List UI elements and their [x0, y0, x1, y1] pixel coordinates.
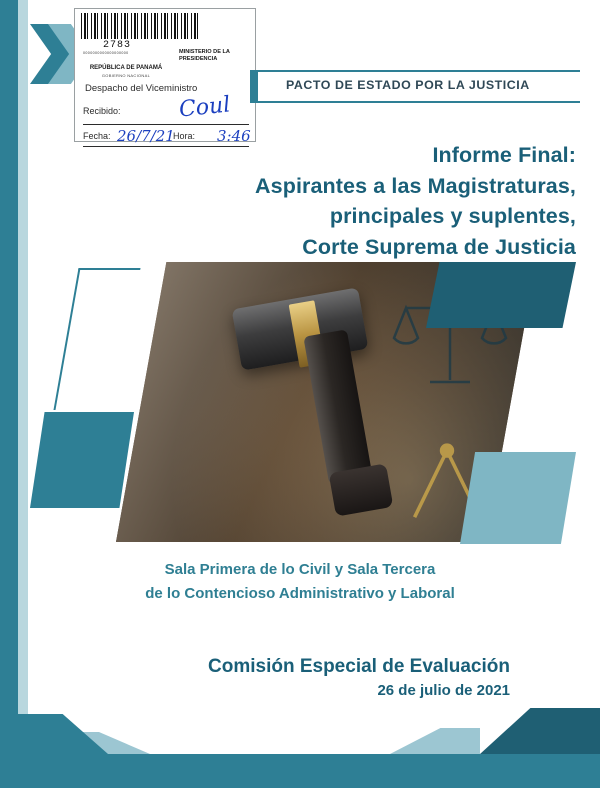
stamp-org-left-name: REPÚBLICA DE PANAMÁ [89, 65, 163, 71]
bottom-accent-light-right [390, 728, 480, 754]
header-banner-text: PACTO DE ESTADO POR LA JUSTICIA [286, 78, 530, 92]
bottom-teal-band [0, 754, 600, 788]
collage-accent-bottom-right [460, 452, 576, 544]
page-title-line-1: Informe Final: [432, 143, 576, 167]
stamp-recibido-label: Recibido: [83, 106, 121, 116]
stamp-recibido-value: Coul [177, 92, 232, 123]
barcode-number: 2783 [103, 40, 132, 51]
header-accent-square [250, 70, 258, 102]
stamp-org-right: MINISTERIO DE LA PRESIDENCIA [179, 49, 230, 63]
stamp-fecha-value: 26/7/21 [117, 127, 175, 145]
header-rule-top [250, 70, 580, 72]
stamp-rule-top [83, 124, 249, 125]
collage-accent-top-right [426, 262, 576, 328]
page-subtitle-line-2: de lo Contencioso Administrativo y Laboral [145, 585, 455, 602]
page-title-line-2: Aspirantes a las Magistraturas, [255, 173, 576, 198]
stamp-org-left [80, 65, 172, 78]
page-subtitle [40, 558, 560, 606]
page-title-line-3: principales y suplentes, [329, 204, 576, 229]
page-title [106, 140, 576, 262]
stamp-org-left-sub: GOBIERNO NACIONAL [101, 72, 151, 78]
header-rule-bottom [250, 101, 580, 103]
left-teal-band [0, 0, 18, 788]
stamp-department: Despacho del Viceministro [85, 83, 198, 94]
reception-stamp [74, 8, 256, 145]
stamp-hora-label: Hora: [173, 131, 196, 141]
stamp-fecha-label: Fecha: [83, 131, 111, 141]
stamp-hora-value: 3:46 [217, 127, 251, 145]
cover-image-collage [30, 262, 575, 542]
barcode-caption: 0000000000000000000 [83, 51, 129, 55]
footer-organization: Comisión Especial de Evaluación [208, 656, 510, 677]
bottom-accent-right [480, 708, 600, 754]
footer-date: 26 de julio de 2021 [377, 682, 510, 699]
page-subtitle-line-1: Sala Primera de lo Civil y Sala Tercera [164, 561, 436, 578]
collage-accent-left [30, 412, 134, 508]
barcode-icon [81, 13, 199, 39]
left-light-band [18, 0, 28, 788]
collage-outline-accent [53, 268, 140, 410]
page-title-line-4: Corte Suprema de Justicia [302, 234, 576, 259]
